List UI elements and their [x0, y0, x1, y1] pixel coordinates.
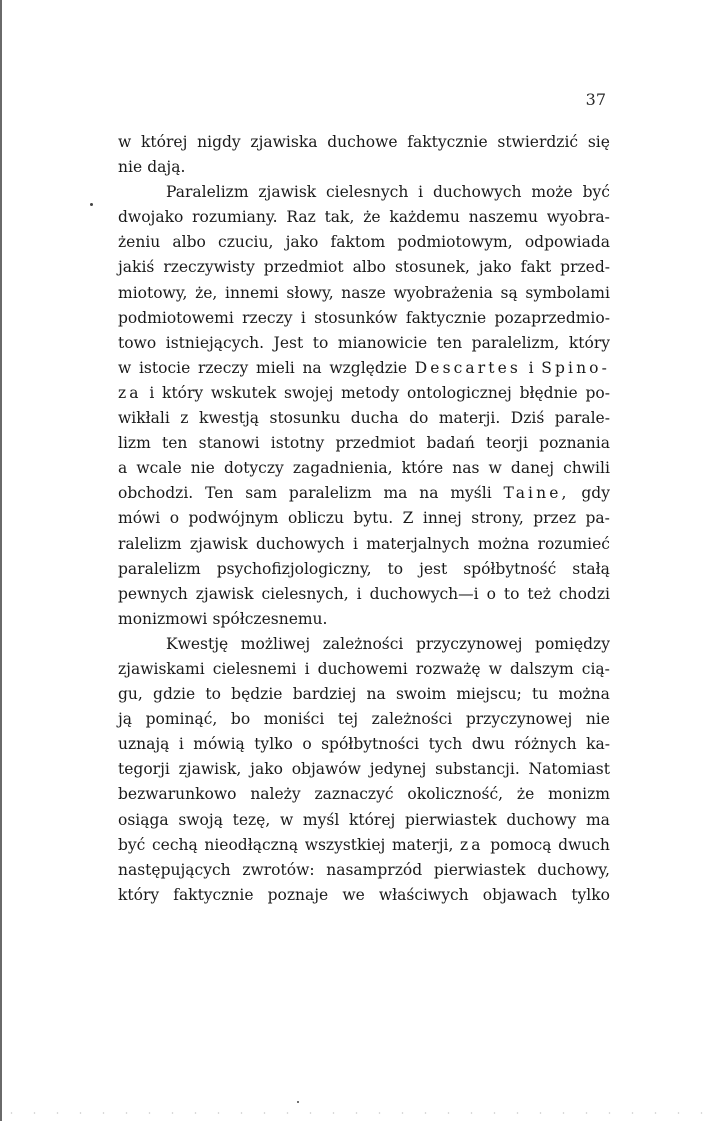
text-line: uznają i mówią tylko o spółbytności tych dwu różnych ka-: [118, 735, 610, 754]
text-line: podmiotowemi rzeczy i stosunków faktycznie pozaprzedmio-: [118, 308, 610, 327]
body-text: [118, 130, 610, 908]
text-line: obchodzi. Ten sam paralelizm ma na myśli Taine, gdy: [118, 484, 610, 503]
text-line: a wcale nie dotyczy zagadnienia, które nas w danej chwili: [118, 459, 610, 478]
text-line: ją pominąć, bo moniści tej zależności przyczynowej nie: [118, 710, 610, 729]
text-line: lizm ten stanowi istotny przedmiot badań teorji poznania: [118, 434, 610, 453]
page-edge: [0, 0, 2, 1121]
text-line: mówi o podwójnym obliczu bytu. Z innej strony, przez pa-: [118, 509, 610, 528]
text-line: miotowy, że, innemi słowy, nasze wyobrażenia są symbolami: [118, 283, 610, 302]
text-line: następujących zwrotów: nasamprzód pierwiastek duchowy,: [118, 860, 610, 879]
text-line: paralelizm psychofizjologiczny, to jest spółbytność stałą: [118, 559, 610, 578]
text-line: dwojako rozumiany. Raz tak, że każdemu naszemu wyobra-: [118, 208, 610, 227]
text-line: monizmowi spółczesnemu.: [118, 609, 328, 628]
text-line: nie dają.: [118, 158, 186, 177]
stray-mark: [90, 203, 93, 206]
text-line: który faktycznie poznaje we właściwych objawach tylko: [118, 885, 610, 904]
text-line: za i który wskutek swojej metody ontologicznej błędnie po-: [118, 383, 610, 402]
text-line: wikłali z kwestją stosunku ducha do materji. Dziś parale-: [118, 409, 610, 428]
text-line: w istocie rzeczy mieli na względzie Descartes i Spino-: [118, 358, 610, 377]
text-line: być cechą nieodłączną wszystkiej materji, za pomocą dwuch: [118, 835, 610, 854]
text-line: Paralelizm zjawisk cielesnych i duchowych może być: [166, 183, 610, 202]
text-line: towo istniejących. Jest to mianowicie ten paralelizm, który: [118, 333, 610, 352]
page-number: 37: [585, 90, 606, 109]
text-line: w której nigdy zjawiska duchowe faktycznie stwierdzić się: [118, 133, 610, 151]
text-line: żeniu albo czuciu, jako faktom podmiotowym, odpowiada: [118, 233, 610, 252]
text-line: gu, gdzie to będzie bardziej na swoim miejscu; tu można: [118, 685, 610, 704]
text-line: osiąga swoją tezę, w myśl której pierwiastek duchowy ma: [118, 810, 610, 829]
text-line: tegorji zjawisk, jako objawów jedynej substancji. Natomiast: [118, 760, 610, 779]
text-line: jakiś rzeczywisty przedmiot albo stosunek, jako fakt przed-: [118, 258, 610, 277]
text-line: ralelizm zjawisk duchowych i materjalnych można rozumieć: [118, 534, 610, 553]
text-line: Kwestję możliwej zależności przyczynowej pomiędzy: [166, 634, 610, 653]
text-line: zjawiskami cielesnemi i duchowemi rozważę w dalszym cią-: [118, 659, 610, 678]
stray-mark: [297, 1101, 299, 1103]
scan-noise: [0, 1111, 720, 1115]
text-line: bezwarunkowo należy zaznaczyć okoliczność, że monizm: [118, 785, 610, 804]
text-line: pewnych zjawisk cielesnych, i duchowych—i o to też chodzi: [118, 584, 610, 603]
